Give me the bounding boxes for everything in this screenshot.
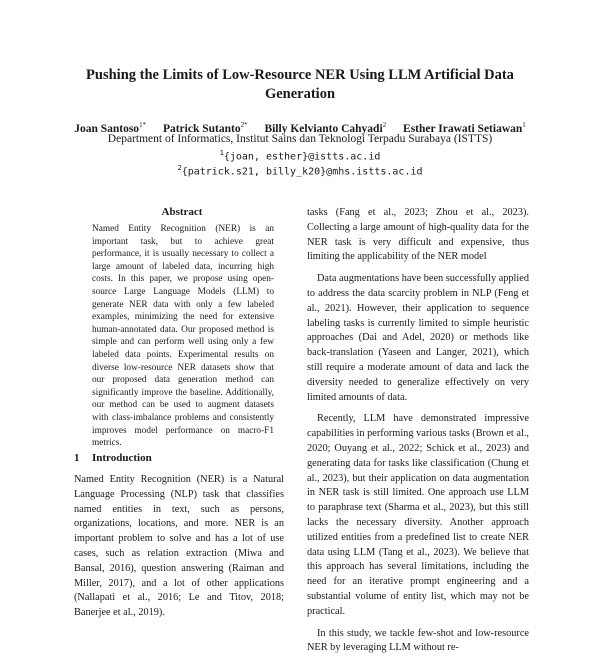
right-column — [307, 206, 529, 663]
paragraph: Recently, LLM have demonstrated impressive capabilities in performing various tasks (Brown et al., 2020; Ouyang et al., 2022; Schick et al., 2023) and generating data for tasks like classification (Chung et al., 2023), but their application on data augmentation in NER task is still limited. One approach use LLM to paraphrase text (Sharma et al., 2023), but this still lacks the necessary diversity. Another approach utilized entities from a predefined list to create NER data using LLM (Tang et al., 2023). We believe that this approach has several limitations, including the need for an iterative prompt engineering and a substantial volume of entity list, which may not be practical. — [307, 413, 529, 617]
author-name: Joan Santoso — [74, 122, 140, 135]
section-number: 1 — [74, 452, 80, 464]
email-address: {joan, esther}@istts.ac.id — [223, 151, 381, 163]
author-name: Billy Kelvianto Cahyadi — [264, 122, 383, 135]
section-title: Introduction — [92, 452, 152, 464]
abstract-text: Named Entity Recognition (NER) is an important task, but to achieve great performance, it is usually necessary to collect a large amount of labeled data, incurring high costs. In this paper, we propose using open-source Large Language Models (LLM) to generate NER data with only a few labeled examples, minimizing the need for extensive human-annotated data. Our proposed method is simple and can perform well using only a few labeled data points. Experimental results on diverse low-resource NER datasets show that our proposed data generation method can significantly improve the baseline. Additionally, our method can be used to augment datasets with class-imbalance problems and consistently improves model performance on macro-F1 metrics. — [92, 224, 274, 449]
abstract-heading: Abstract — [161, 206, 203, 218]
email-superscript: 2 — [177, 164, 182, 172]
author-superscript: 2 — [382, 121, 387, 129]
paragraph: tasks (Fang et al., 2023; Zhou et al., 2023). Collecting a large amount of high-quality data for the NER task is very difficult and expensive, thus limiting the applicability of the NER model — [307, 207, 529, 263]
introduction-text: Named Entity Recognition (NER) is a Natural Language Processing (NLP) task that classifies named entities in text, such as persons, organizations, locations, and more. NER is an important problem to solve and has a lot of use cases, such as relation extraction (Miwa and Bansal, 2016), question answering (Raiman and Miller, 2017), and a lot of other applications (Nallapati et al., 2016; Le and Titov, 2018; Banerjee et al., 2019). — [74, 474, 284, 619]
author-name: Esther Irawati Setiawan — [403, 122, 523, 135]
email-superscript: 1 — [219, 149, 224, 157]
author-superscript: 1* — [139, 121, 147, 129]
email-line — [30, 162, 570, 178]
paper-title: Pushing the Limits of Low-Resource NER Using LLM Artificial Data Generation — [86, 67, 514, 102]
section-heading — [74, 452, 152, 464]
paragraph: Data augmentations have been successfully applied to address the data scarcity problem in NLP (Feng et al., 2021). However, their application to sequence labeling tasks is currently limited to simple heuristic approaches (Dai and Adel, 2020) or methods like back-translation (Yaseen and Langer, 2021), which still require a moderate amount of data and lack the diversity needed to generalize effectively on very limited amounts of data. — [307, 273, 529, 403]
author-superscript: 1 — [522, 121, 526, 129]
email-address: {patrick.s21, billy_k20}@mhs.istts.ac.id — [181, 166, 423, 178]
author-superscript: 2* — [240, 121, 248, 129]
email-line — [30, 147, 570, 163]
affiliation: Department of Informatics, Institut Sains dan Teknologi Terpadu Surabaya (ISTTS) — [107, 133, 493, 145]
paragraph: In this study, we tackle few-shot and low-resource NER by leveraging LLM without re- — [307, 627, 529, 654]
author-name: Patrick Sutanto — [162, 122, 241, 135]
